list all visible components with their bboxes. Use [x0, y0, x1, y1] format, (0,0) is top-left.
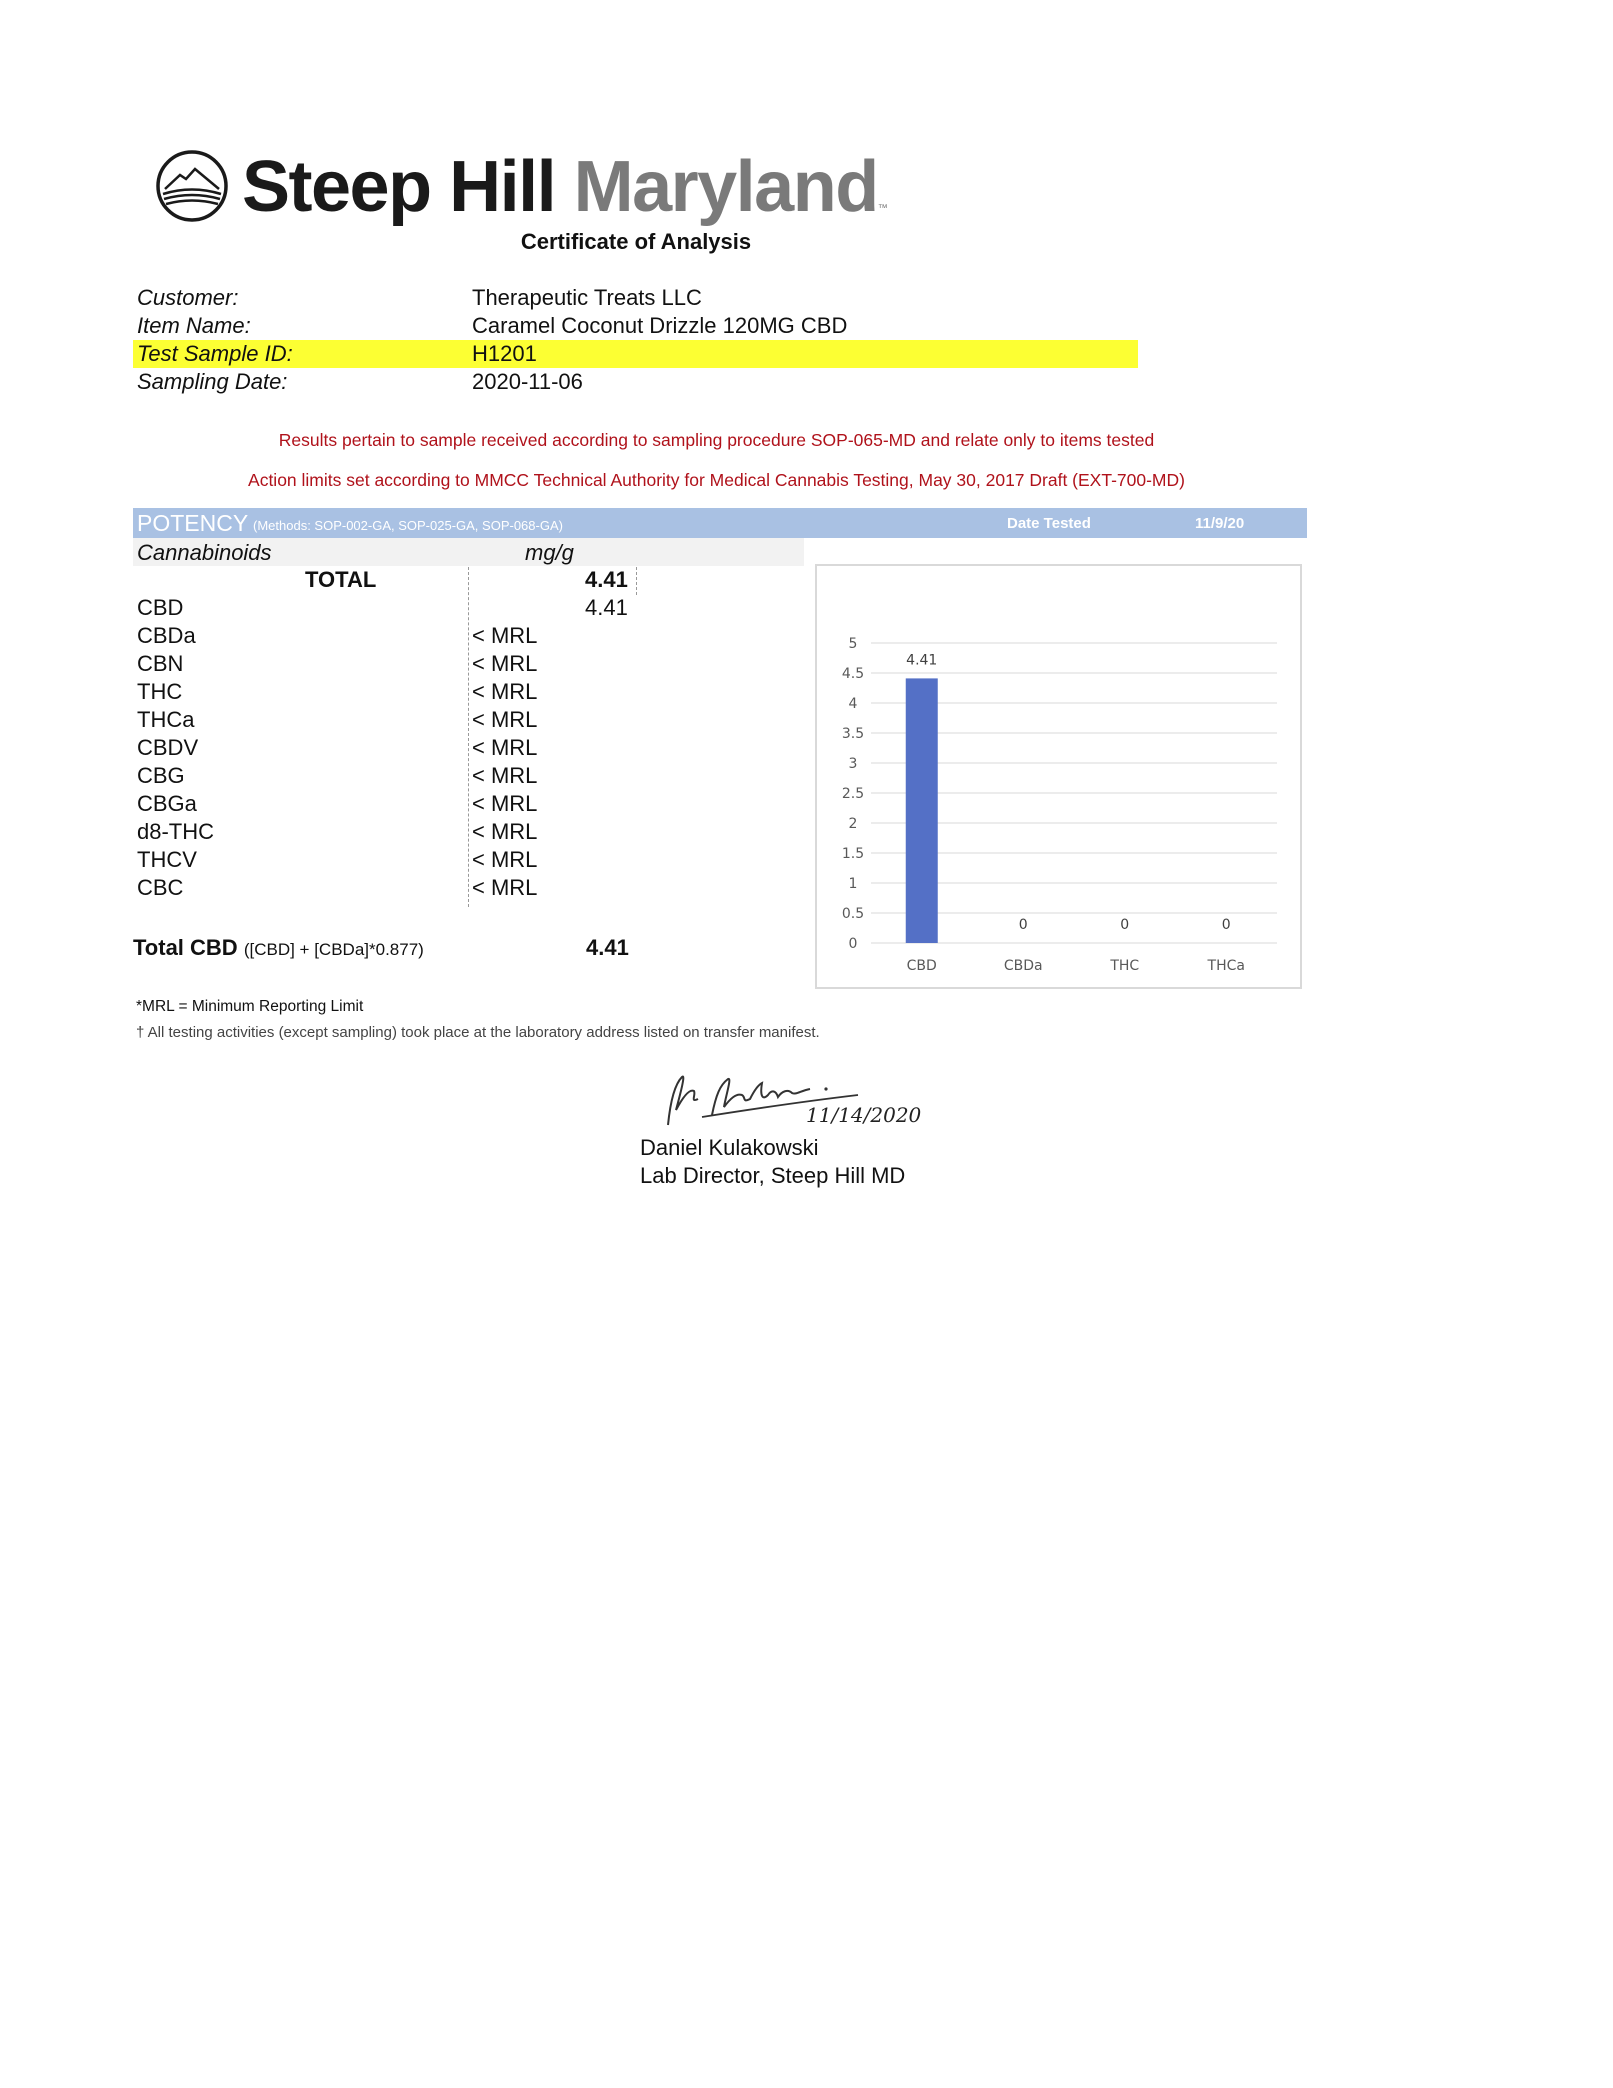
- info-key: Sampling Date:: [137, 369, 288, 394]
- steep-hill-logo-icon: [155, 149, 229, 223]
- mrl-value: < MRL: [472, 763, 538, 788]
- data-label: 0: [1120, 917, 1130, 933]
- testing-footnote: † All testing activities (except sampling) took place at the laboratory address listed on transfer manifest.: [136, 1024, 820, 1041]
- chart-svg: [817, 566, 1300, 987]
- action-limits-note: Action limits set according to MMCC Technical Authority for Medical Cannabis Testing, May 30, 2017 Draft (EXT-700-MD): [248, 470, 1185, 490]
- potency-title: POTENCY: [137, 510, 249, 536]
- bar-cbd: [906, 678, 938, 943]
- mrl-value: < MRL: [472, 651, 538, 676]
- cannabinoid-name: CBDV: [137, 735, 199, 760]
- mg-value: 4.41: [585, 595, 628, 620]
- signatory-block: [640, 1134, 905, 1190]
- cannabinoid-name: CBN: [137, 651, 184, 676]
- table-row: [133, 818, 633, 846]
- info-value: Therapeutic Treats LLC: [472, 285, 702, 310]
- total-cbd-label: Total CBD: [133, 935, 238, 960]
- mrl-value: < MRL: [472, 735, 538, 760]
- cannabinoid-name: THCV: [137, 847, 197, 872]
- potency-header: [133, 508, 1307, 538]
- mrl-value: < MRL: [472, 679, 538, 704]
- cannabinoid-name: THC: [137, 679, 183, 704]
- col-unit: mg/g: [525, 540, 574, 565]
- logo-primary: Steep Hill: [242, 147, 556, 227]
- mrl-value: < MRL: [472, 875, 538, 900]
- y-tick-label: 0.5: [841, 906, 865, 922]
- y-tick-label: 3: [848, 756, 858, 772]
- total-cbd-label-group: [133, 935, 424, 961]
- cannabinoid-name: CBG: [137, 763, 185, 788]
- total-label: TOTAL: [305, 567, 377, 592]
- mrl-value: < MRL: [472, 623, 538, 648]
- info-row-test-sample-id: [133, 340, 1138, 368]
- y-tick-label: 5: [848, 636, 858, 652]
- total-cbd-value: 4.41: [586, 935, 629, 960]
- table-row: [133, 706, 633, 734]
- info-key: Item Name:: [137, 313, 251, 338]
- total-row: [133, 566, 633, 594]
- cannabinoids-column-header: [133, 538, 804, 566]
- table-row: [133, 734, 633, 762]
- table-row: [133, 874, 633, 902]
- table-row: [133, 846, 633, 874]
- info-value: H1201: [472, 341, 537, 366]
- date-tested-label: Date Tested: [1007, 515, 1091, 532]
- potency-bar-chart: [815, 564, 1302, 989]
- mrl-value: < MRL: [472, 791, 538, 816]
- table-row: [133, 762, 633, 790]
- y-tick-label: 1.5: [841, 846, 865, 862]
- logo-tm: ™: [877, 203, 887, 214]
- y-tick-label: 2: [848, 816, 858, 832]
- date-tested-value: 11/9/20: [1195, 515, 1245, 532]
- info-key: Test Sample ID:: [137, 341, 293, 366]
- x-tick-label: CBDa: [1003, 958, 1043, 974]
- signatory-name: Daniel Kulakowski: [640, 1135, 819, 1160]
- cannabinoid-name: d8-THC: [137, 819, 215, 844]
- info-row-customer: [133, 284, 1138, 312]
- cannabinoid-name: THCa: [137, 707, 195, 732]
- mrl-value: < MRL: [472, 847, 538, 872]
- potency-methods: (Methods: SOP-002-GA, SOP-025-GA, SOP-068-GA): [253, 518, 563, 533]
- y-tick-label: 3.5: [841, 726, 865, 742]
- mrl-value: < MRL: [472, 819, 538, 844]
- x-tick-label: THC: [1110, 958, 1140, 974]
- table-row: [133, 790, 633, 818]
- info-value: 2020-11-06: [472, 369, 583, 394]
- y-tick-label: 2.5: [841, 786, 865, 802]
- col-cannabinoids: Cannabinoids: [137, 540, 272, 565]
- cannabinoid-name: CBDa: [137, 623, 196, 648]
- signatory-role: Lab Director, Steep Hill MD: [640, 1163, 906, 1188]
- y-tick-label: 0: [848, 936, 858, 952]
- data-label: 0: [1221, 917, 1231, 933]
- info-row-sampling-date: [133, 368, 1138, 396]
- y-tick-label: 1: [848, 876, 858, 892]
- logo-secondary: Maryland: [573, 147, 878, 227]
- info-key: Customer:: [137, 285, 239, 310]
- data-label: 4.41: [906, 652, 938, 669]
- info-row-item-name: [133, 312, 1138, 340]
- mrl-value: < MRL: [472, 707, 538, 732]
- results-note: Results pertain to sample received according to sampling procedure SOP-065-MD and relate only to items tested: [278, 430, 1155, 450]
- cannabinoid-name: CBC: [137, 875, 184, 900]
- y-tick-label: 4.5: [841, 666, 865, 682]
- x-tick-label: THCa: [1207, 958, 1245, 974]
- table-row: [133, 678, 633, 706]
- total-cbd-formula: ([CBD] + [CBDa]*0.877): [243, 940, 424, 959]
- page-title: Certificate of Analysis: [520, 229, 752, 254]
- signature-date: 11/14/2020: [806, 1103, 922, 1127]
- table-row: [133, 650, 633, 678]
- x-tick-label: CBD: [906, 958, 937, 974]
- table-row: [133, 594, 633, 622]
- total-value: 4.41: [585, 567, 628, 592]
- cannabinoid-name: CBGa: [137, 791, 197, 816]
- table-row: [133, 622, 633, 650]
- mrl-footnote: *MRL = Minimum Reporting Limit: [136, 998, 364, 1015]
- info-value: Caramel Coconut Drizzle 120MG CBD: [472, 313, 848, 338]
- y-tick-label: 4: [848, 696, 858, 712]
- data-label: 0: [1018, 917, 1028, 933]
- cannabinoid-name: CBD: [137, 595, 184, 620]
